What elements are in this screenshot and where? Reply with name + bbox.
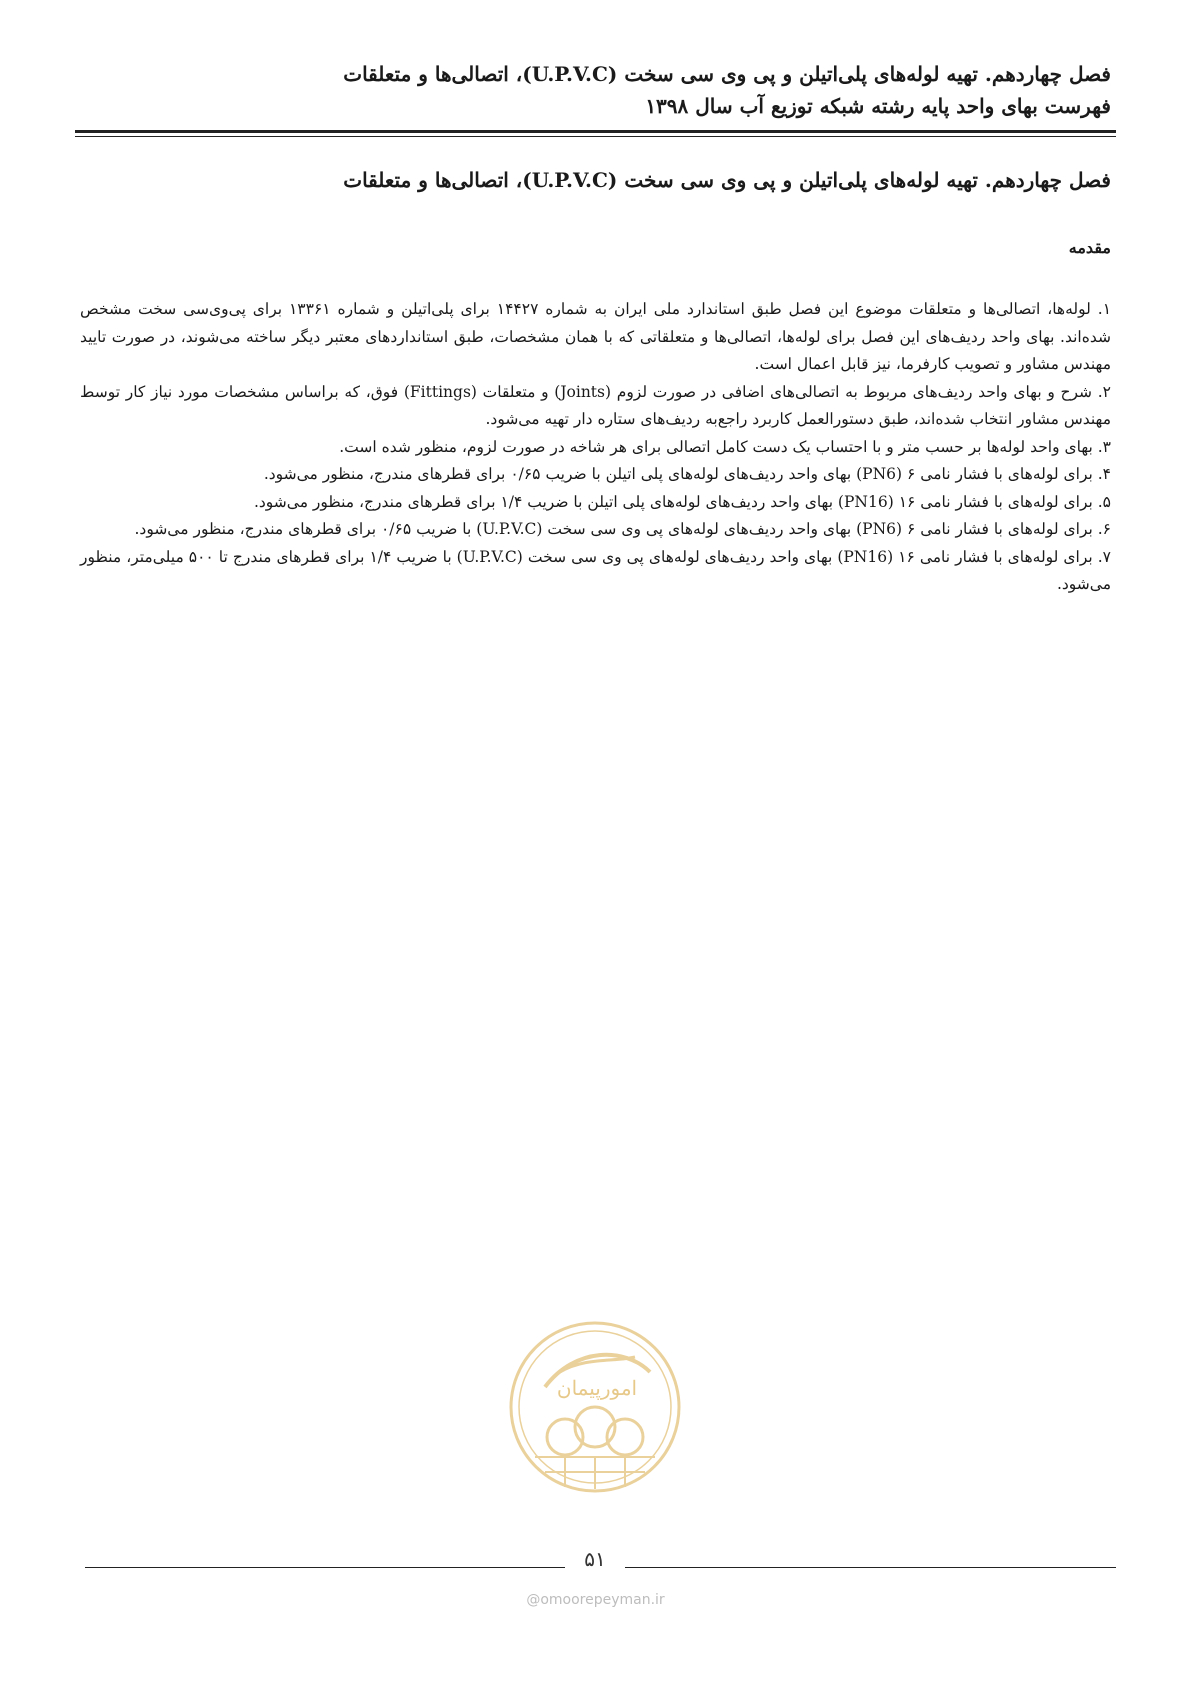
- watermark-text: امورپیمان: [556, 1376, 638, 1400]
- header-rule-thin: [75, 136, 1116, 137]
- chapter-title: فصل چهاردهم. تهیه لوله‌های پلی‌اتیلن و پی وی سی سخت (U.P.V.C)، اتصالی‌ها و متعلقات: [343, 168, 1111, 192]
- introduction-items: [80, 296, 1111, 599]
- footer-url: @omoorepeyman.ir: [526, 1592, 665, 1608]
- section-title: مقدمه: [1068, 238, 1111, 257]
- header-chapter-line: فصل چهاردهم. تهیه لوله‌های پلی‌اتیلن و پی وی سی سخت (U.P.V.C)، اتصالی‌ها و متعلقات: [343, 62, 1111, 86]
- list-item: ۱. لوله‌ها، اتصالی‌ها و متعلقات موضوع این فصل طبق استاندارد ملی ایران به شماره ۱۴۴۲۷ برای پلی‌اتیلن و شماره ۱۳۳۶۱ برای پی‌وی‌سی سخت مشخص شده‌اند. بهای واحد ردیف‌های این فصل برای لوله‌ها، اتصالی‌ها و متعلقاتی که با همان مشخصات، طبق استانداردهای معتبر دیگر ساخته می‌شوند، در صورت تایید مهندس مشاور و تصویب کارفرما، نیز قابل اعمال است.: [80, 300, 1112, 373]
- list-item: ۷. برای لوله‌های با فشار نامی ۱۶ (PN16) بهای واحد ردیف‌های لوله‌های پی وی سی سخت (U.P.V.C) با ضریب ۱/۴ برای قطرهای مندرج تا ۵۰۰ میلی‌متر، منظور می‌شود.: [80, 547, 1111, 593]
- list-item: ۴. برای لوله‌های با فشار نامی ۶ (PN6) بهای واحد ردیف‌های لوله‌های پلی اتیلن با ضریب ۰/۶۵ برای قطرهای مندرج، منظور می‌شود.: [263, 465, 1111, 483]
- header-rule-thick: [75, 130, 1116, 133]
- list-item: ۳. بهای واحد لوله‌ها بر حسب متر و با احتساب یک دست کامل اتصالی برای هر شاخه در صورت لزوم، منظور شده است.: [339, 437, 1111, 456]
- page-number: ۵۱: [565, 1546, 625, 1572]
- header-price-list-line: فهرست بهای واحد پایه رشته شبکه توزیع آب سال ۱۳۹۸: [645, 94, 1111, 118]
- list-item: ۶. برای لوله‌های با فشار نامی ۶ (PN6) بهای واحد ردیف‌های لوله‌های پی وی سی سخت (U.P.V.C) با ضریب ۰/۶۵ برای قطرهای مندرج، منظور می‌شود.: [134, 520, 1111, 538]
- omoorepeyman-seal-icon: [505, 1317, 685, 1497]
- list-item: ۵. برای لوله‌های با فشار نامی ۱۶ (PN16) بهای واحد ردیف‌های لوله‌های پلی اتیلن با ضریب ۱/۴ برای قطرهای مندرج، منظور می‌شود.: [253, 492, 1111, 511]
- list-item: ۲. شرح و بهای واحد ردیف‌های مربوط به اتصالی‌های اضافی در صورت لزوم (Joints) و متعلقات (Fittings) فوق، که براساس مشخصات مورد نیاز کار توسط مهندس مشاور انتخاب شده‌اند، طبق دستورالعمل کاربرد راجع‌به ردیف‌های ستاره دار تهیه می‌شود.: [80, 382, 1111, 428]
- page-header: [80, 58, 1111, 122]
